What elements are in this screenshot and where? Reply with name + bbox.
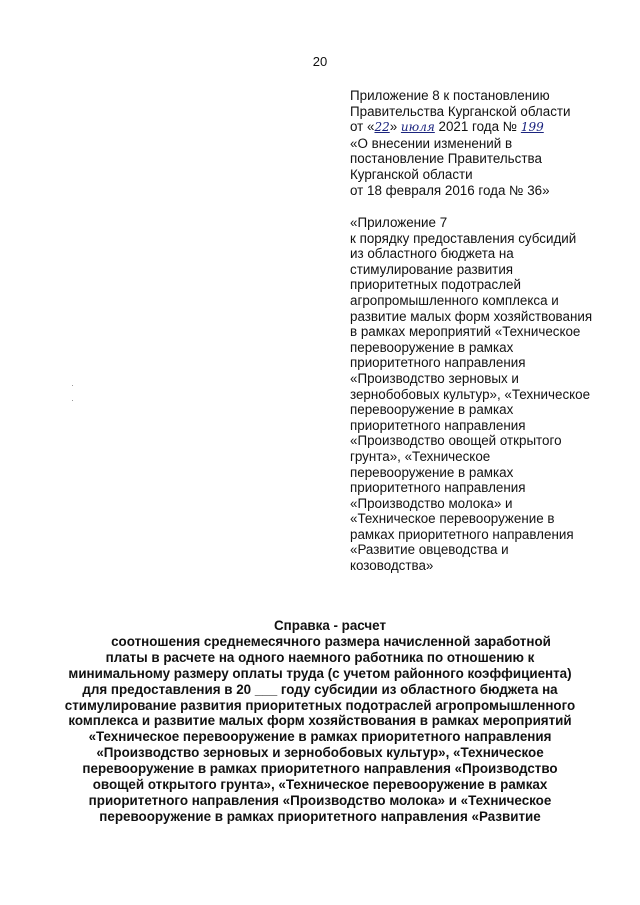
annex7-line: в рамках мероприятий «Техническое — [350, 324, 581, 340]
title-line: приоритетного направления «Производство молока» и «Техническое — [88, 792, 552, 808]
title-line: «Производство зерновых и зернобобовых культур», «Техническое — [96, 745, 544, 761]
annex7-line: «Производство зерновых и — [350, 370, 519, 386]
title-line: овощей открытого грунта», «Техническое перевооружение в рамках — [92, 777, 548, 793]
annex7-line: козоводства» — [350, 558, 434, 574]
annex7-line: агропромышленного комплекса и — [350, 292, 559, 308]
appendix-header-line: «О внесении изменений в — [350, 135, 513, 151]
annex7-block — [350, 215, 600, 574]
annex7-line: зернобобовых культур», «Техническое — [350, 386, 591, 402]
annex7-line: грунта», «Техническое — [350, 448, 491, 464]
appendix-header — [350, 88, 600, 198]
annex7-line: приоритетного направления — [350, 355, 526, 371]
scan-speck — [72, 385, 73, 386]
annex7-line: рамках приоритетного направления — [350, 526, 574, 542]
appendix-header-line: от 18 февраля 2016 года № 36» — [350, 182, 550, 198]
title-line: минимальному размеру оплаты труда (с учетом районного коэффициента) — [68, 665, 572, 681]
annex7-line: стимулирование развития — [350, 261, 514, 277]
handwritten-day: 22 — [374, 120, 390, 135]
title-heading: Справка - расчет — [274, 618, 386, 633]
annex7-line: «Развитие овцеводства и — [350, 542, 509, 558]
appendix-header-line: Приложение 8 к постановлению — [350, 88, 550, 103]
annex7-line: приоритетного направления — [350, 480, 526, 496]
date-prefix: от « — [350, 119, 375, 135]
appendix-header-line: Курганской области — [350, 166, 473, 182]
annex7-line: перевооружение в рамках — [350, 339, 514, 355]
handwritten-month: июля — [400, 120, 435, 135]
page-number: 20 — [312, 54, 328, 69]
title-line: перевооружение в рамках приоритетного направления «Развитие — [99, 808, 541, 824]
document-title — [40, 618, 600, 825]
title-line: для предоставления в 20 ___ году субсидии из областного бюджета на — [82, 681, 558, 697]
annex7-line: приоритетных подотраслей — [350, 277, 521, 293]
annex7-line: к порядку предоставления субсидий — [350, 230, 577, 246]
handwritten-doc-number: 199 — [520, 120, 544, 135]
date-mid: » — [389, 119, 401, 135]
title-line: стимулирование развития приоритетных подотраслей агропромышленного — [64, 697, 576, 713]
title-line: перевооружение в рамках приоритетного направления «Производство — [82, 761, 558, 777]
annex7-line: из областного бюджета на — [350, 246, 514, 262]
title-line: платы в расчете на одного наемного работника по отношению к — [105, 649, 535, 665]
scan-speck — [72, 400, 73, 401]
annex7-line: перевооружение в рамках — [350, 464, 514, 480]
annex7-line: «Приложение 7 — [350, 215, 448, 230]
annex7-line: развитие малых форм хозяйствования — [350, 308, 593, 324]
title-line: комплекса и развитие малых форм хозяйствования в рамках мероприятий — [68, 713, 572, 729]
appendix-header-line: постановление Правительства — [350, 151, 542, 167]
title-line: соотношения среднемесячного размера начисленной заработной — [111, 633, 551, 649]
appendix-header-line: Правительства Курганской области — [350, 103, 571, 119]
annex7-line: «Техническое перевооружение в — [350, 511, 555, 527]
date-year: 2021 года № — [434, 119, 521, 135]
annex7-line: перевооружение в рамках — [350, 402, 514, 418]
title-line: «Техническое перевооружение в рамках приоритетного направления — [88, 729, 552, 745]
annex7-line: приоритетного направления — [350, 417, 526, 433]
annex7-line: «Производство молока» и — [350, 495, 513, 511]
appendix-date-line — [350, 119, 600, 136]
annex7-line: «Производство овощей открытого — [350, 433, 562, 449]
